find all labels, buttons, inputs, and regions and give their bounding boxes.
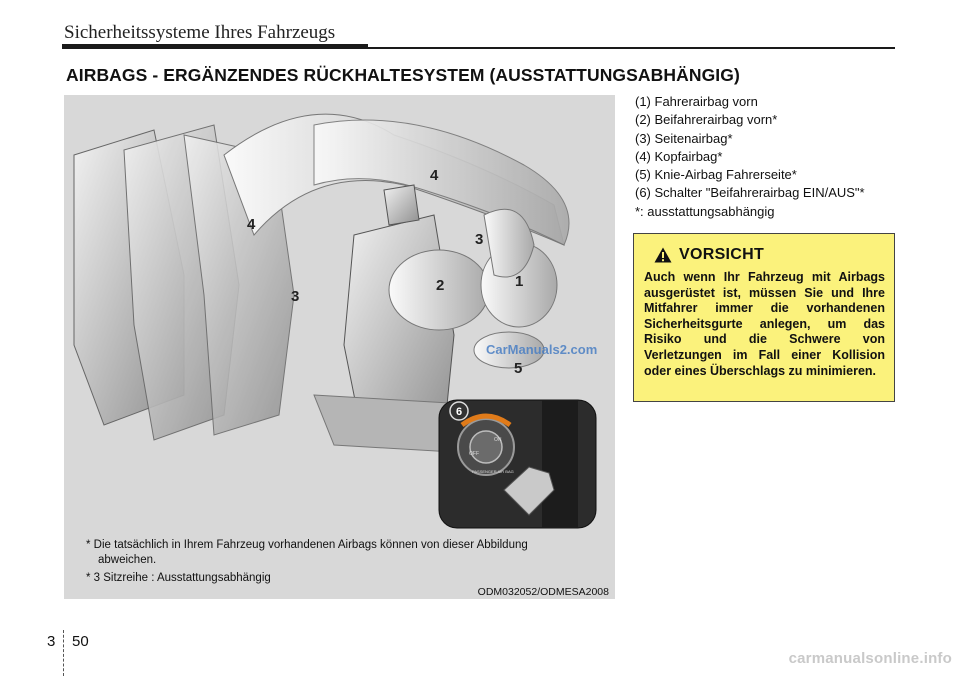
callout-4-upper: 4 bbox=[430, 167, 439, 184]
site-watermark: carmanualsonline.info bbox=[788, 650, 952, 667]
running-head: Sicherheitssysteme Ihres Fahrzeugs bbox=[64, 22, 336, 43]
page-number: 50 bbox=[72, 633, 89, 650]
switch-passenger-label: PASSENGER AIR BAG bbox=[472, 469, 514, 474]
legend-item-5: (5) Knie-Airbag Fahrerseite* bbox=[635, 167, 797, 183]
switch-off-label: OFF bbox=[469, 451, 479, 457]
switch-callout-6: 6 bbox=[455, 406, 463, 418]
callout-2: 2 bbox=[436, 277, 445, 294]
legend-item-3: (3) Seitenairbag* bbox=[635, 130, 733, 146]
airbag-legend bbox=[635, 93, 865, 221]
caution-header bbox=[654, 244, 885, 266]
chapter-number: 3 bbox=[47, 633, 56, 650]
caution-title: VORSICHT bbox=[679, 246, 765, 263]
figure-code: ODM032052/ODMESA2008 bbox=[477, 586, 609, 598]
header-rule-thin bbox=[368, 47, 895, 49]
legend-item-2: (2) Beifahrerairbag vorn* bbox=[635, 112, 778, 128]
callout-3-right: 3 bbox=[475, 231, 484, 248]
callout-4-left: 4 bbox=[247, 216, 256, 233]
callout-3-left: 3 bbox=[291, 288, 300, 305]
page-divider bbox=[63, 630, 64, 676]
caution-box bbox=[633, 233, 895, 402]
switch-on-label: ON bbox=[494, 437, 502, 443]
header-rule-thick bbox=[62, 44, 368, 49]
legend-item-1: (1) Fahrerairbag vorn bbox=[635, 94, 758, 109]
legend-footnote: *: ausstattungsabhängig bbox=[635, 203, 775, 219]
figure-note-line-2: abweichen. bbox=[98, 554, 157, 566]
figure-note-line-1: * Die tatsächlich in Ihrem Fahrzeug vorhandenen Airbags können von dieser Abbildung bbox=[86, 539, 528, 551]
legend-item-4: (4) Kopfairbag* bbox=[635, 148, 723, 164]
airbag-figure bbox=[64, 95, 615, 599]
legend-item-6: (6) Schalter "Beifahrerairbag EIN/AUS"* bbox=[635, 185, 865, 201]
caution-text: Auch wenn Ihr Fahrzeug mit Airbags ausgerüstet ist, müssen Sie und Ihre Mitfahrer immer die vorhandenen Sicherheitsgurte anlegen, um das Risiko und die Schwere von Verletzungen im Fall einer Kollision oder eines Überschlags zu minimieren. bbox=[644, 270, 885, 378]
figure-note bbox=[86, 538, 528, 568]
callout-1: 1 bbox=[515, 273, 524, 290]
figure-note-seats: * 3 Sitzreihe : Ausstattungsabhängig bbox=[86, 572, 271, 584]
section-title: AIRBAGS - ERGÄNZENDES RÜCKHALTESYSTEM (AUSSTATTUNGSABHÄNGIG) bbox=[66, 65, 740, 85]
warning-triangle-icon bbox=[654, 247, 672, 263]
figure-watermark: CarManuals2.com bbox=[486, 342, 598, 357]
callout-5: 5 bbox=[514, 360, 523, 377]
